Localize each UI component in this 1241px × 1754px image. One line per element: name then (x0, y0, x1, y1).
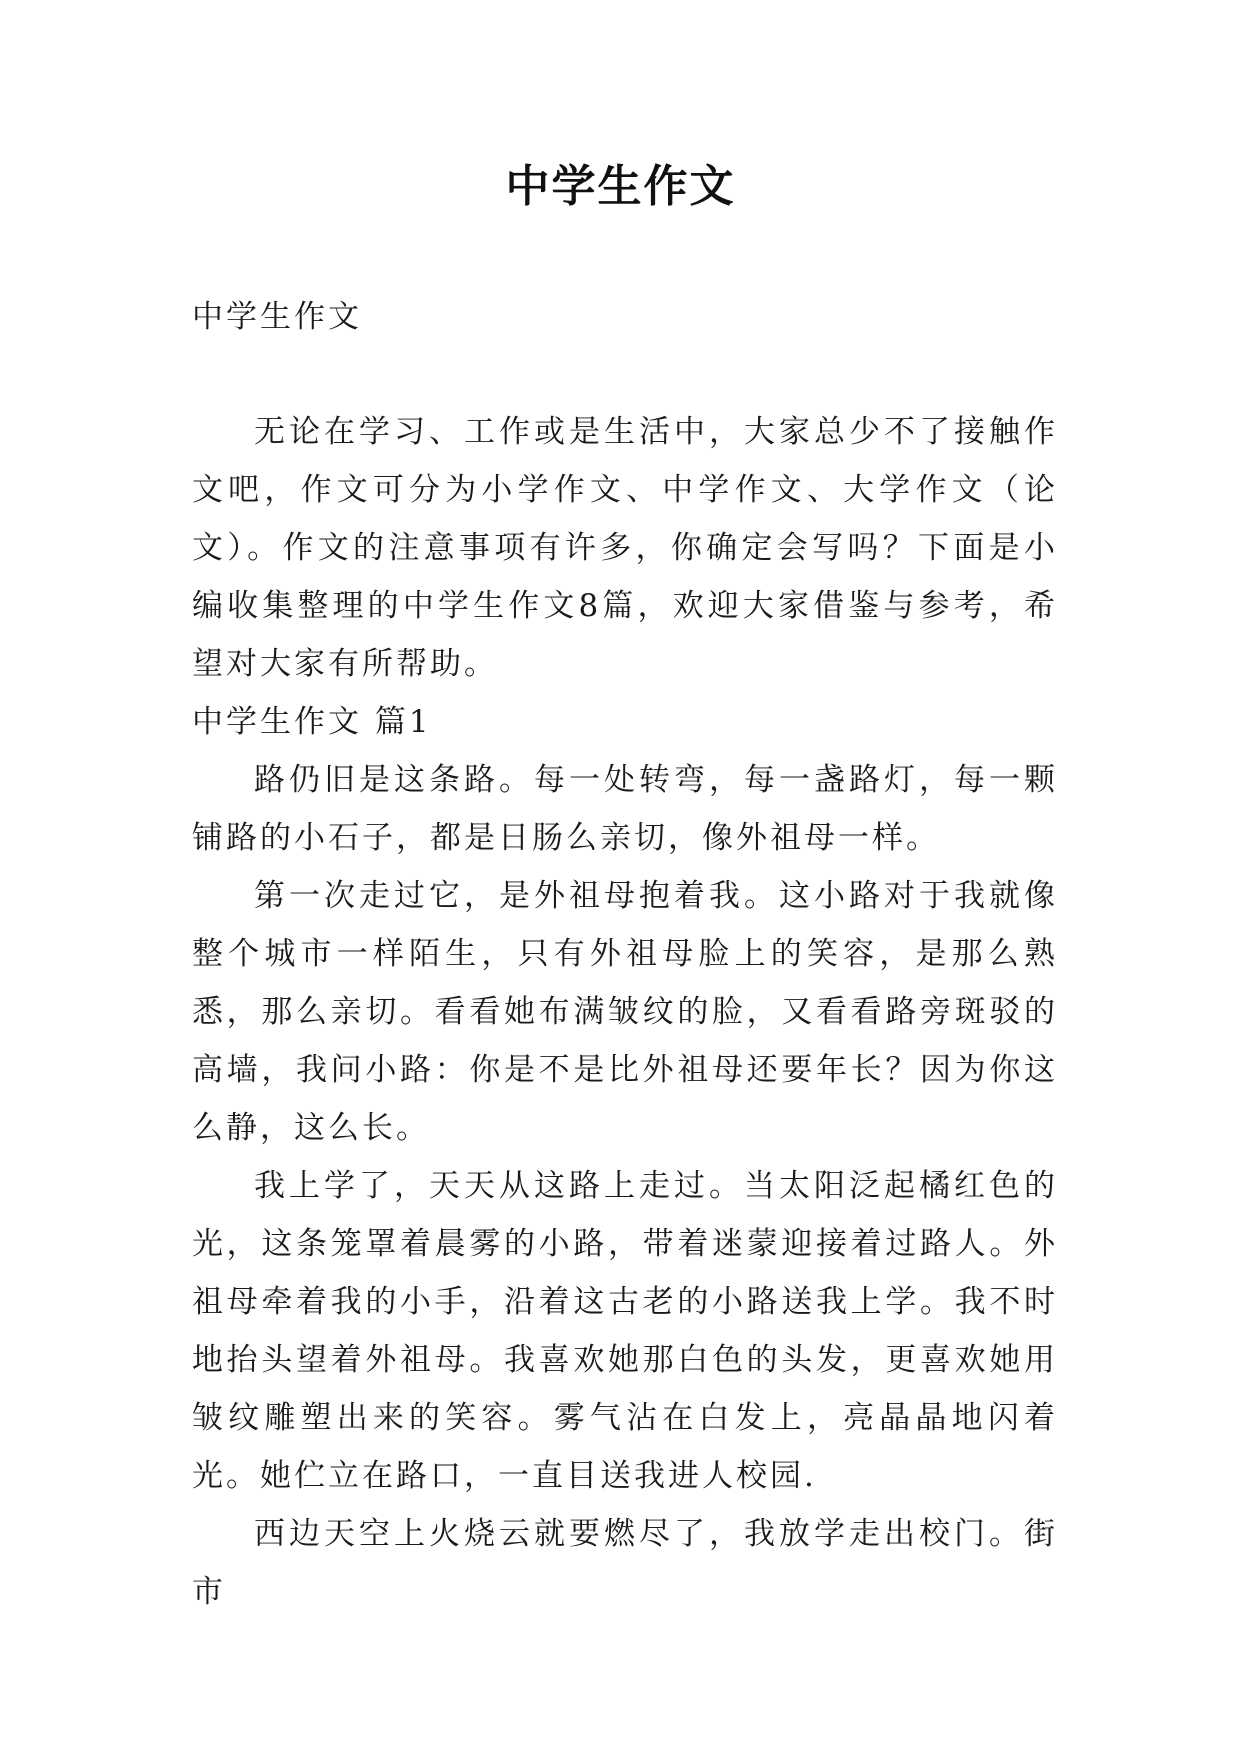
body-paragraph-2: 第一次走过它，是外祖母抱着我。这小路对于我就像整个城市一样陌生，只有外祖母脸上的笑容，是那么熟悉，那么亲切。看看她布满皱纹的脸，又看看路旁斑驳的高墙，我问小路：你是不是比外祖母还要年长？因为你这么静，这么长。 (192, 878, 1058, 1146)
document-title: 中学生作文 (505, 161, 736, 212)
body-paragraph-4: 西边天空上火烧云就要燃尽了，我放学走出校门。街市 (192, 1516, 1058, 1610)
document-subtitle: 中学生作文 (192, 299, 362, 335)
document-body (192, 288, 1058, 1621)
body-paragraph-3: 我上学了，天天从这路上走过。当太阳泛起橘红色的光，这条笼罩着晨雾的小路，带着迷蒙迎接着过路人。外祖母牵着我的小手，沿着这古老的小路送我上学。我不时地抬头望着外祖母。我喜欢她那白色的头发，更喜欢她用皱纹雕塑出来的笑容。雾气沾在白发上，亮晶晶地闪着光。她伫立在路口，一直目送我进人校园. (192, 1168, 1058, 1494)
body-paragraph-1: 路仍旧是这条路。每一处转弯，每一盏路灯，每一颗铺路的小石子，都是日肠么亲切，像外祖母一样。 (192, 762, 1058, 856)
section-heading: 中学生作文 篇1 (192, 704, 432, 740)
intro-paragraph: 无论在学习、工作或是生活中，大家总少不了接触作文吧，作文可分为小学作文、中学作文、大学作文（论文）。作文的注意事项有许多，你确定会写吗？下面是小编收集整理的中学生作文8篇，欢迎大家借鉴与参考，希望对大家有所帮助。 (192, 414, 1058, 682)
